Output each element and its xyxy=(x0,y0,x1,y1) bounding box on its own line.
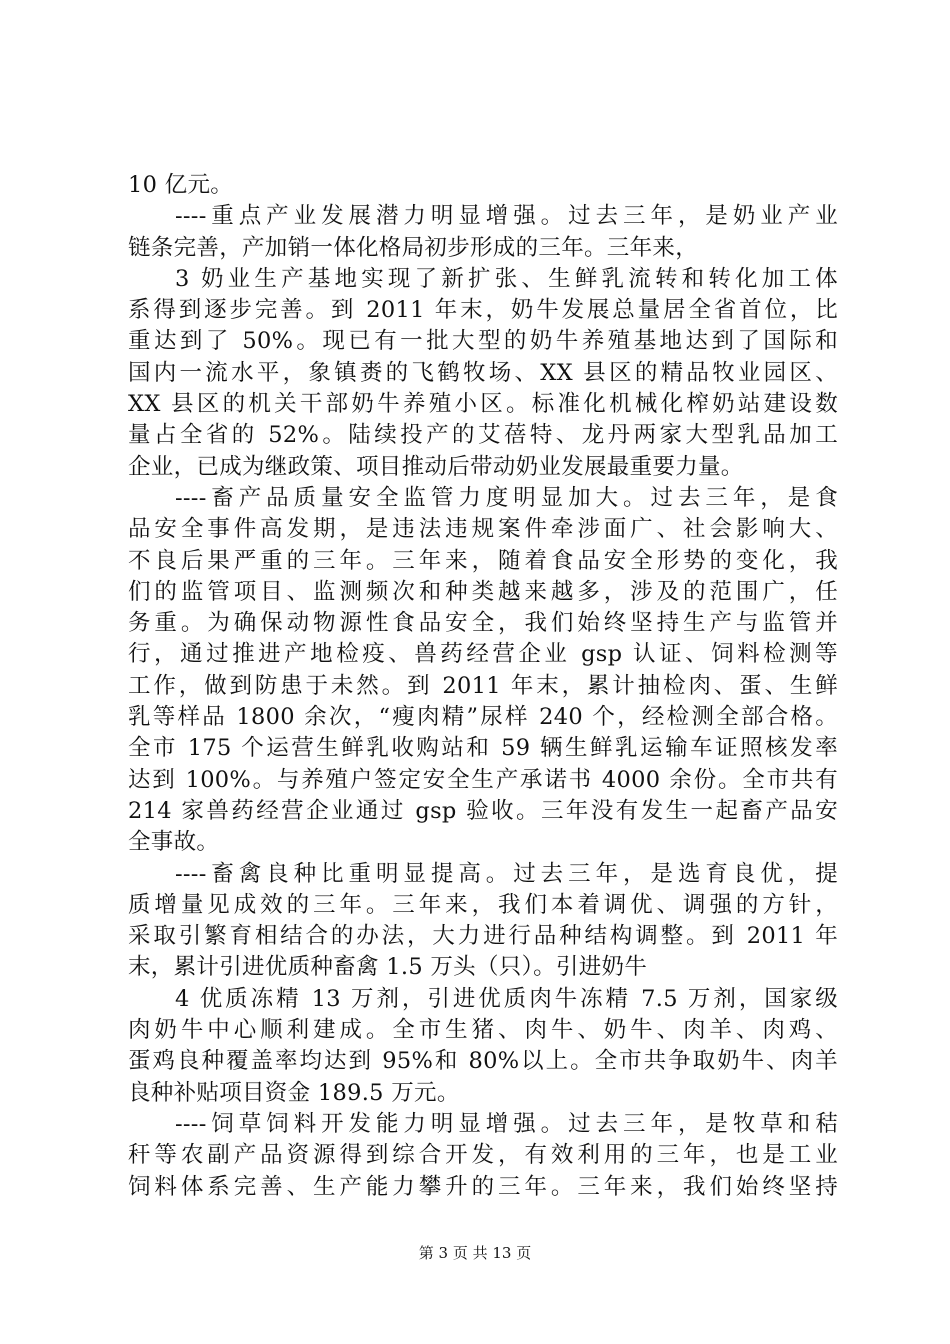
text-line: 秆等农副产品资源得到综合开发，有效利用的三年，也是工业 xyxy=(128,1142,838,1169)
text-line: XX 县区的机关干部奶牛养殖小区。标准化机械化榨奶站建设数 xyxy=(128,391,838,418)
text-line: 全市 175 个运营生鲜乳收购站和 59 辆生鲜乳运输车证照核发率 xyxy=(128,735,838,762)
text-line: 国内一流水平，象镇赉的飞鹤牧场、XX 县区的精品牧业园区、 xyxy=(128,359,838,386)
text-line: 务重。为确保动物源性食品安全，我们始终坚持生产与监管并 xyxy=(128,610,838,637)
text-line: 不良后果严重的三年。三年来，随着食品安全形势的变化，我 xyxy=(128,547,838,574)
text-line: 行，通过推进产地检疫、兽药经营企业 gsp 认证、饲料检测等 xyxy=(128,641,838,668)
text-line: 链条完善，产加销一体化格局初步形成的三年。三年来， xyxy=(128,234,699,261)
body-text xyxy=(128,170,838,1203)
text-line: 饲料体系完善、生产能力攀升的三年。三年来，我们始终坚持 xyxy=(128,1173,838,1200)
text-line: 们的监管项目、监测频次和种类越来越多，涉及的范围广，任 xyxy=(128,578,838,605)
text-line: 企业，已成为继政策、项目推动后带动奶业发展最重要力量。 xyxy=(128,453,744,480)
text-line: 蛋鸡良种覆盖率均达到 95%和 80%以上。全市共争取奶牛、肉羊 xyxy=(128,1048,838,1075)
page-footer: 第 3 页 共 13 页 xyxy=(418,1244,532,1262)
text-line: 全事故。 xyxy=(128,829,220,856)
text-line: 4 优质冻精 13 万剂，引进优质肉牛冻精 7.5 万剂，国家级 xyxy=(175,985,838,1012)
text-line: ----畜禽良种比重明显提高。过去三年，是选育良优，提 xyxy=(175,860,838,887)
text-line: 末，累计引进优质种畜禽 1.5 万头（只）。引进奶牛 xyxy=(128,954,648,981)
text-line: ----饲草饲料开发能力明显增强。过去三年，是牧草和秸 xyxy=(175,1110,838,1137)
text-line: 工作，做到防患于未然。到 2011 年末，累计抽检肉、蛋、生鲜 xyxy=(128,672,838,699)
text-line: 采取引繁育相结合的办法，大力进行品种结构调整。到 2011 年 xyxy=(128,923,838,950)
text-line: 重达到了 50%。现已有一批大型的奶牛养殖基地达到了国际和 xyxy=(128,328,838,355)
text-line: 乳等样品 1800 余次，“瘦肉精”尿样 240 个，经检测全部合格。 xyxy=(128,704,838,731)
text-line: 质增量见成效的三年。三年来，我们本着调优、调强的方针， xyxy=(128,891,838,918)
text-line: ----重点产业发展潜力明显增强。过去三年，是奶业产业 xyxy=(175,203,838,230)
text-line: 肉奶牛中心顺利建成。全市生猪、肉牛、奶牛、肉羊、肉鸡、 xyxy=(128,1017,838,1044)
text-line: 良种补贴项目资金 189.5 万元。 xyxy=(128,1079,460,1106)
text-line: 达到 100%。与养殖户签定安全生产承诺书 4000 余份。全市共有 xyxy=(128,766,838,793)
text-line: 系得到逐步完善。到 2011 年末，奶牛发展总量居全省首位，比 xyxy=(128,297,838,324)
text-line: 214 家兽药经营企业通过 gsp 验收。三年没有发生一起畜产品安 xyxy=(128,797,838,824)
text-line: 品安全事件高发期，是违法违规案件牵涉面广、社会影响大、 xyxy=(128,516,838,543)
text-line: ----畜产品质量安全监管力度明显加大。过去三年，是食 xyxy=(175,484,838,511)
text-line: 量占全省的 52%。陆续投产的艾蓓特、龙丹两家大型乳品加工 xyxy=(128,422,838,449)
text-line: 3 奶业生产基地实现了新扩张、生鲜乳流转和转化加工体 xyxy=(175,265,838,292)
text-line: 10 亿元。 xyxy=(128,172,234,198)
